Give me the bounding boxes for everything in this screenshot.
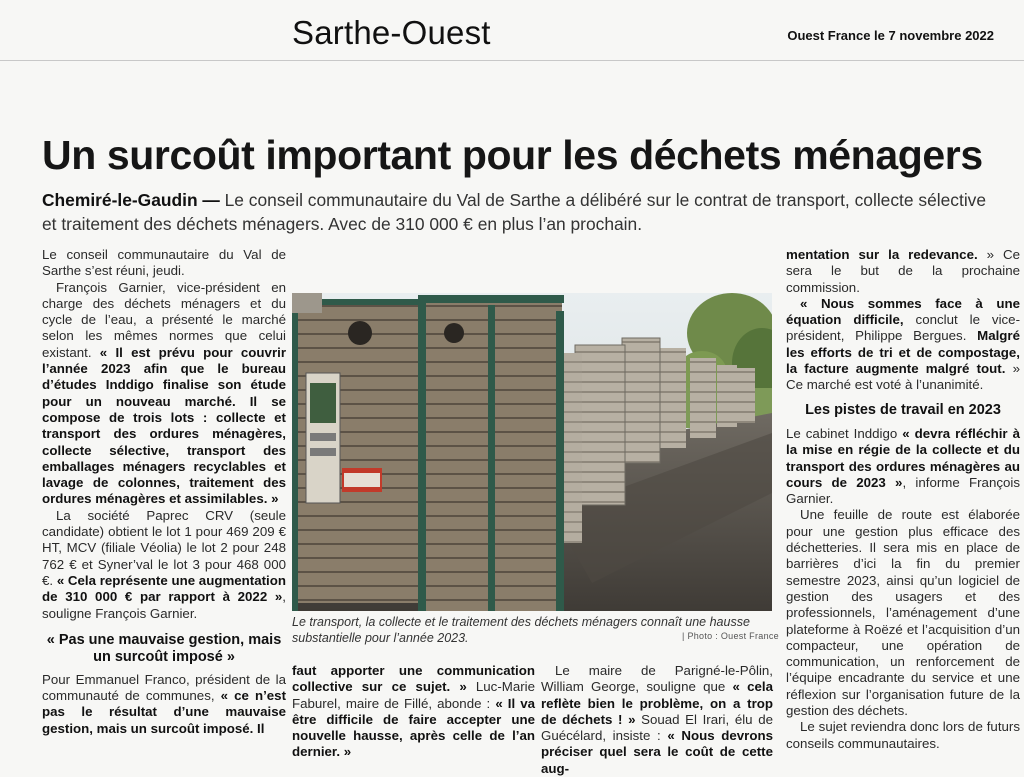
lead-location: Chemiré-le-Gaudin —: [42, 190, 220, 210]
paragraph: [786, 247, 1020, 296]
text: Luc-Marie Faburel, maire de Fillé, abonde :: [292, 679, 535, 711]
quote: « ce n’est pas le résultat d’une mauvaise gestion, mais un surcoût imposé. Il: [42, 688, 287, 736]
text: » Ce marché est voté à l’unanimité.: [786, 361, 1020, 393]
quote: « Il est prévu pour couvrir l’année 2023 afin que le bureau d’études Inddigo finalise son étude pour un nouveau marché. Il se compose de trois lots : collecte et transport des ordures ménagères, collecte sélective, transport des emballages ménagers recyclables et lavage de colonnes, traitement des ordures ménagères et assimilables. »: [42, 344, 286, 507]
text: Pour Emmanuel Franco, président de la communauté de communes,: [42, 671, 286, 704]
quote: mentation sur la redevance.: [786, 247, 978, 262]
lead-paragraph: [42, 188, 987, 236]
article-photo: [292, 293, 772, 611]
headline: Un surcoût important pour les déchets ménagers: [42, 132, 983, 178]
lead-text: Le conseil communautaire du Val de Sarthe a délibéré sur le contrat de transport, collecte sélective et traitement des déchets ménagers. Avec de 310 000 € en plus l’an prochain.: [42, 190, 987, 234]
quote: « Il va être difficile de faire accepter une nouvelle hausse, après celle de l’an dernier. »: [292, 695, 536, 760]
section-title: Sarthe-Ouest: [292, 14, 491, 51]
text: François Garnier, vice-président en charge des déchets ménagers et du cycle de l’eau, a présenté le marché selon les mêmes normes que celui existant.: [42, 279, 286, 360]
photo-credit: | Photo : Ouest France: [682, 631, 779, 641]
paragraph: [42, 280, 286, 508]
paragraph: [42, 508, 286, 622]
quote: « devra réfléchir à la mise en régie de la collecte et du transport des ordures ménagères au cours de 2023 »: [786, 425, 1020, 490]
text: , informe François Garnier.: [786, 474, 1020, 507]
text: Souad El Irari, élu de Guécélard, insiste :: [541, 711, 773, 744]
text: Le cabinet Inddigo: [786, 425, 903, 441]
quote: faut apporter une communication collective sur ce sujet. »: [292, 663, 535, 695]
quote: « Nous devrons préciser quel sera le coût de cette aug-: [541, 728, 773, 776]
paragraph: [541, 663, 773, 777]
text: La société Paprec CRV (seule candidate) obtient le lot 1 pour 469 209 € HT, MCV (filiale Véolia) le lot 2 pour 248 762 € et Syner’val le lot 3 pour 468 000 €.: [42, 507, 286, 588]
column-1: [42, 247, 286, 737]
text: Le maire de Parigné-le-Pôlin, William George, souligne que: [541, 663, 773, 695]
quote: « Cela représente une augmentation de 310 000 € par rapport à 2022 »: [42, 572, 286, 605]
paragraph: [786, 296, 1020, 394]
photo-caption: Le transport, la collecte et le traitement des déchets ménagers connaît une hausse substantielle pour l’année 2023.: [292, 615, 750, 645]
quote: « Nous sommes face à une équation difficile,: [786, 295, 1020, 328]
paragraph: [292, 663, 535, 761]
subheading: Les pistes de travail en 2023: [805, 401, 1001, 418]
text: , souligne François Garnier.: [42, 589, 286, 621]
paragraph: [42, 672, 286, 737]
waste-containers-photo: [292, 293, 772, 611]
text: » Ce sera le but de la prochaine commission.: [786, 247, 1020, 295]
paragraph: Le sujet reviendra donc lors de futurs conseils communautaires.: [786, 719, 1020, 751]
paragraph: Une feuille de route est élaborée pour une gestion plus efficace des déchetteries. Il sera mis en place de barrières d’ici la fin du premier semestre 2023, ainsi qu’un logiciel de gestion des usagers et des professionnels, l’aménagement d’une plateforme à Roëzé et l’acquisition d’un compacteur, une opération de communication, un renforcement de l’équipe encadrante du service et une réflexion sur l’organisation future de la gestion des déchets.: [786, 507, 1020, 719]
text: conclut le vice-président, Philippe Bergues.: [786, 312, 1020, 344]
source-date: Ouest France le 7 novembre 2022: [787, 28, 994, 43]
intertitle: « Pas une mauvaise gestion, mais un surcoût imposé »: [46, 631, 282, 665]
column-4: [786, 247, 1020, 752]
paragraph: [786, 426, 1020, 507]
header-divider: [0, 60, 1024, 61]
quote: Malgré les efforts de tri et de compostage, la facture augmente malgré tout.: [786, 328, 1020, 377]
paragraph: Le conseil communautaire du Val de Sarthe s’est réuni, jeudi.: [42, 247, 286, 279]
column-3: [541, 663, 773, 777]
column-2: [292, 663, 535, 761]
quote: « cela reflète bien le problème, on a trop de déchets ! »: [541, 679, 773, 727]
